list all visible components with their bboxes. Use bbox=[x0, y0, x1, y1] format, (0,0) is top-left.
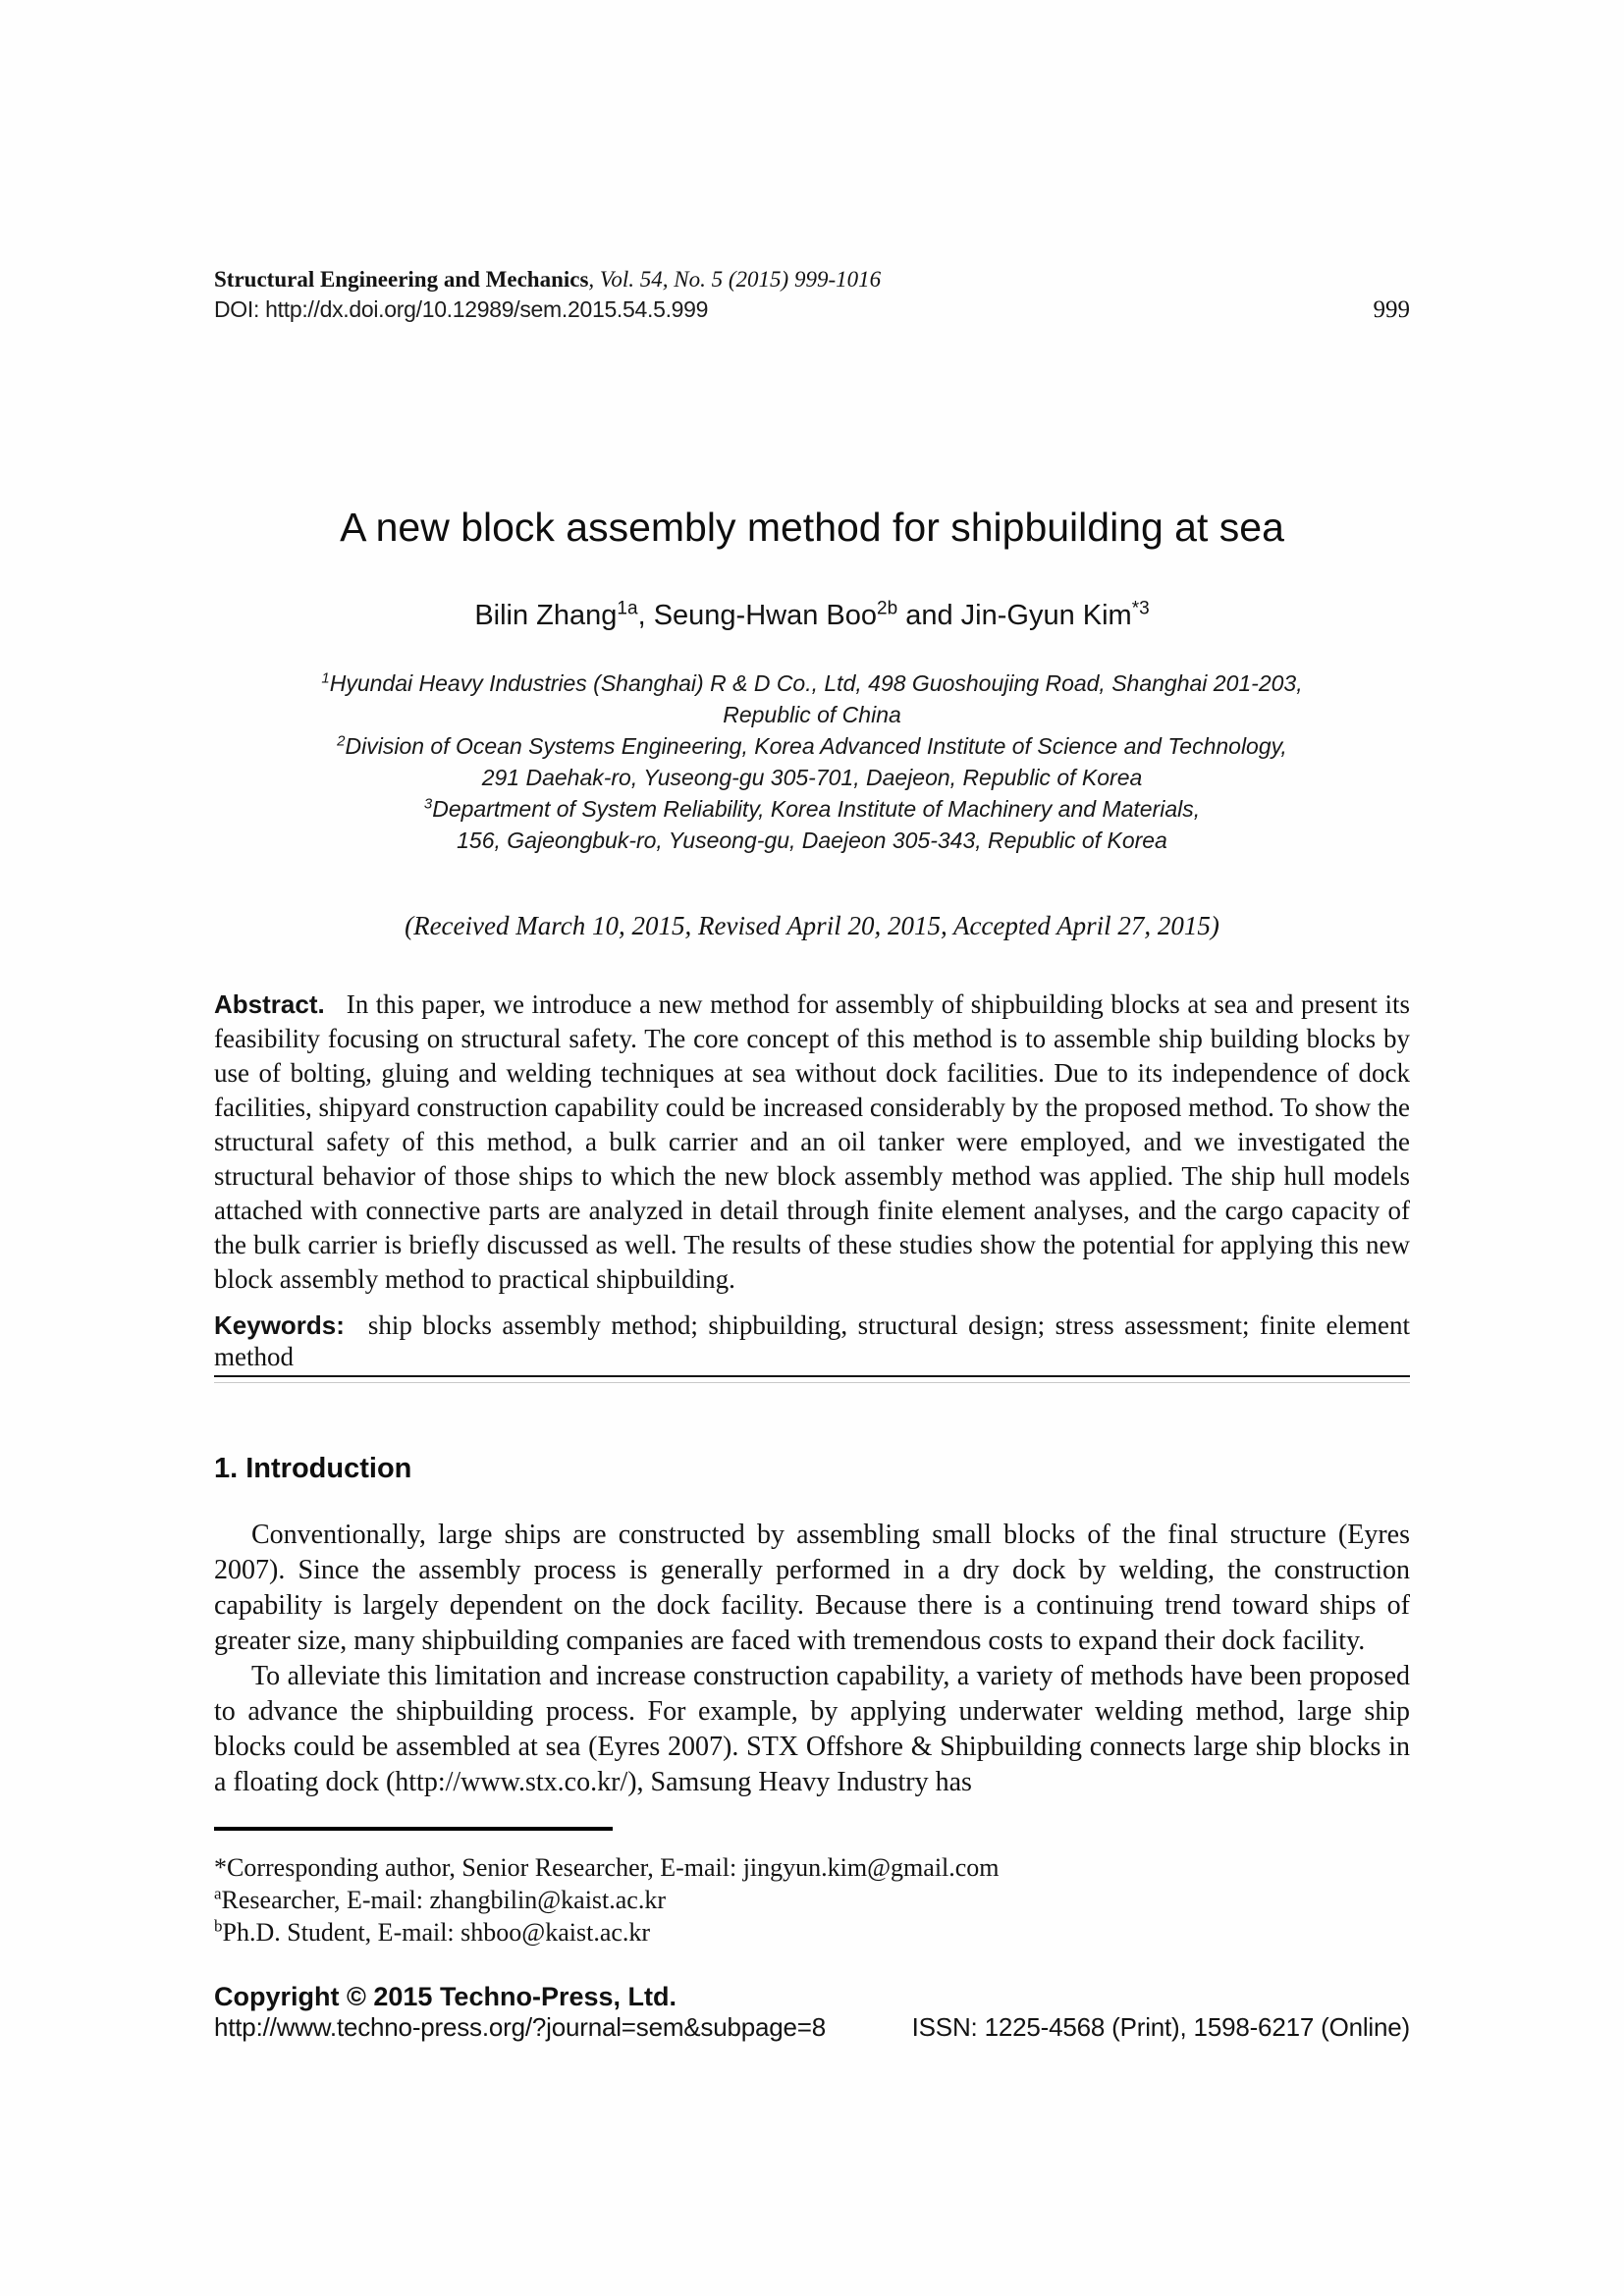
affiliations-block bbox=[214, 667, 1410, 856]
author-name-1: Bilin Zhang bbox=[474, 600, 618, 631]
affiliation-sup: 1 bbox=[321, 669, 330, 687]
running-head bbox=[214, 265, 1410, 294]
keywords-text: ship blocks assembly method; shipbuilding, structural design; stress assessment; finite element method bbox=[214, 1310, 1410, 1371]
author-sup-3: *3 bbox=[1131, 598, 1150, 619]
affiliation-line bbox=[214, 699, 1410, 730]
running-head-line2 bbox=[214, 294, 1410, 325]
author-separator-2: and bbox=[897, 600, 961, 631]
footnote-divider bbox=[214, 1827, 613, 1831]
affiliation-line bbox=[214, 762, 1410, 793]
journal-name: Structural Engineering and Mechanics bbox=[214, 267, 589, 292]
affiliation-line bbox=[214, 667, 1410, 699]
intro-paragraph-1: Conventionally, large ships are constructed by assembling small blocks of the final structure (Eyres 2007). Since the assembly process is generally performed in a dry dock by welding, the construction capability is largely dependent on the dock facility. Because there is a continuing trend toward ships of greater size, many shipbuilding companies are faced with tremendous costs to expand their dock facility. bbox=[214, 1520, 1410, 1656]
affiliation-sup: 2 bbox=[337, 732, 346, 750]
footnote-marker: * bbox=[214, 1853, 227, 1882]
doi-text: DOI: http://dx.doi.org/10.12989/sem.2015.54.5.999 bbox=[214, 296, 709, 322]
keywords-paragraph bbox=[214, 1309, 1410, 1372]
journal-issue-info: , Vol. 54, No. 5 (2015) 999-1016 bbox=[588, 267, 882, 292]
footnotes-block bbox=[214, 1851, 1410, 1949]
affiliation-text: 291 Daehak-ro, Yuseong-gu 305-701, Daejeon, Republic of Korea bbox=[481, 765, 1143, 790]
footnote-marker: a bbox=[214, 1884, 222, 1903]
author-name-3: Jin-Gyun Kim bbox=[960, 600, 1132, 631]
footnote-text: Corresponding author, Senior Researcher, E-mail: jingyun.kim@gmail.com bbox=[227, 1853, 1000, 1882]
paper-title: A new block assembly method for shipbuilding at sea bbox=[340, 505, 1284, 550]
page-content bbox=[214, 265, 1410, 2042]
affiliation-sup: 3 bbox=[423, 795, 433, 813]
author-line bbox=[214, 597, 1410, 634]
footnote-text: Ph.D. Student, E-mail: shboo@kaist.ac.kr bbox=[222, 1918, 651, 1947]
footnote-text: Researcher, E-mail: zhangbilin@kaist.ac.kr bbox=[221, 1886, 666, 1914]
section-divider bbox=[214, 1375, 1410, 1383]
section-heading-introduction: 1. Introduction bbox=[214, 1453, 412, 1484]
footnote-line bbox=[214, 1916, 1410, 1949]
page-number: 999 bbox=[1373, 296, 1410, 323]
footnote-line bbox=[214, 1851, 1410, 1884]
intro-paragraph-2: To alleviate this limitation and increase construction capability, a variety of methods have been proposed to advance the shipbuilding process. For example, by applying underwater welding method, large ship blocks could be assembled at sea (Eyres 2007). STX Offshore & Shipbuilding connects large ship blocks in a floating dock (http://www.stx.co.kr/), Samsung Heavy Industry has bbox=[214, 1661, 1410, 1797]
affiliation-text: Hyundai Heavy Industries (Shanghai) R & D Co., Ltd, 498 Guoshoujing Road, Shanghai 201-203, bbox=[329, 670, 1303, 696]
affiliation-text: Republic of China bbox=[723, 702, 901, 727]
affiliation-text: Department of System Reliability, Korea Institute of Machinery and Materials, bbox=[432, 796, 1201, 822]
issn-text: ISSN: 1225-4568 (Print), 1598-6217 (Online) bbox=[911, 2012, 1410, 2042]
affiliation-line bbox=[214, 730, 1410, 762]
author-separator-1: , bbox=[637, 600, 654, 631]
footnote-marker: b bbox=[214, 1916, 223, 1936]
affiliation-text: 156, Gajeongbuk-ro, Yuseong-gu, Daejeon 305-343, Republic of Korea bbox=[457, 828, 1167, 853]
keywords-label: Keywords: bbox=[214, 1310, 345, 1340]
affiliation-line bbox=[214, 825, 1410, 856]
abstract-text: In this paper, we introduce a new method for assembly of shipbuilding blocks at sea and present its feasibility focusing on structural safety. The core concept of this method is to assemble ship building blocks by use of bolting, gluing and welding techniques at sea without dock facilities. Due to its independence of dock facilities, shipyard construction capability could be increased considerably by the proposed method. To show the structural safety of this method, a bulk carrier and an oil tanker were employed, and we investigated the structural behavior of those ships to which the new block assembly method was applied. The ship hull models attached with connective parts are analyzed in detail through finite element analyses, and the cargo capacity of the bulk carrier is briefly discussed as well. The results of these studies show the potential for applying this new block assembly method to practical shipbuilding. bbox=[214, 989, 1410, 1294]
journal-url: http://www.techno-press.org/?journal=sem&subpage=8 bbox=[214, 2012, 827, 2042]
affiliation-text: Division of Ocean Systems Engineering, Korea Advanced Institute of Science and Technology, bbox=[345, 733, 1287, 759]
author-sup-2: 2b bbox=[877, 598, 898, 619]
footer-row bbox=[214, 2012, 1410, 2042]
author-sup-1: 1a bbox=[617, 598, 638, 619]
footnote-line bbox=[214, 1884, 1410, 1916]
author-name-2: Seung-Hwan Boo bbox=[653, 600, 878, 631]
abstract-paragraph bbox=[214, 988, 1410, 1297]
abstract-label: Abstract. bbox=[214, 989, 325, 1019]
copyright-text: Copyright © 2015 Techno-Press, Ltd. bbox=[214, 1982, 677, 2011]
received-dates: (Received March 10, 2015, Revised April 20, 2015, Accepted April 27, 2015) bbox=[405, 911, 1219, 940]
affiliation-line bbox=[214, 793, 1410, 825]
